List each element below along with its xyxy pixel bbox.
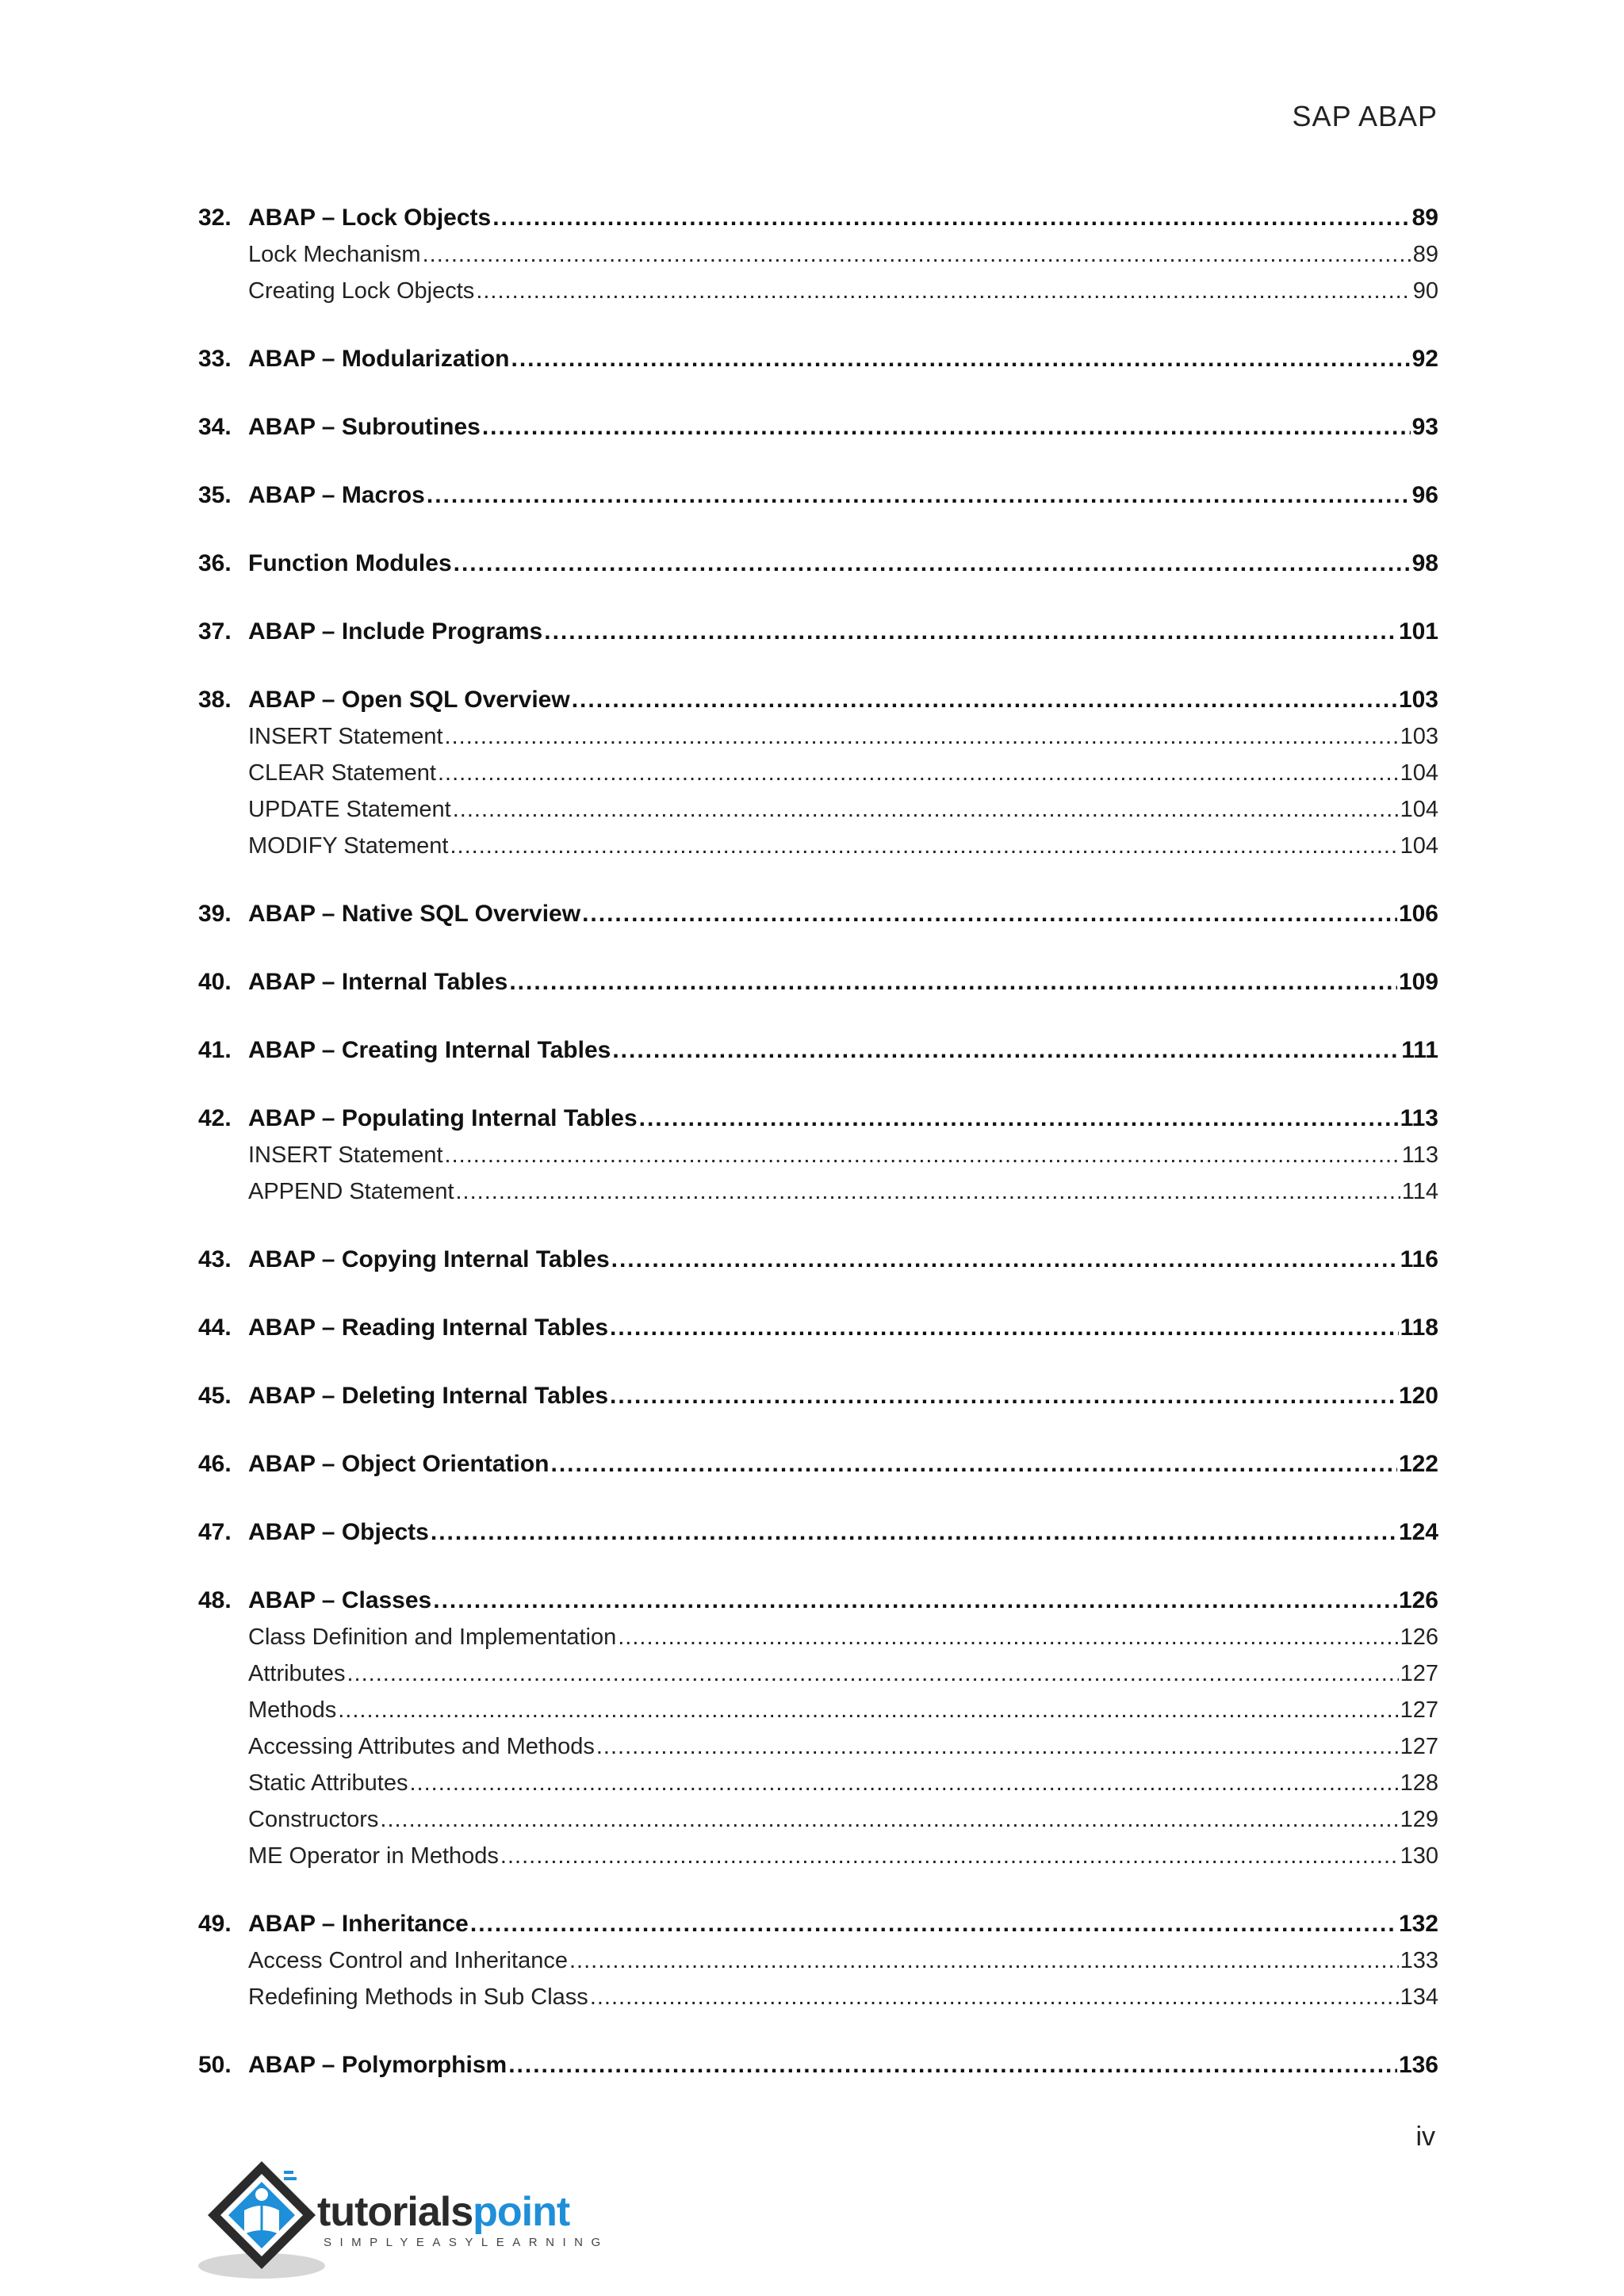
toc-chapter	[198, 2047, 1438, 2084]
toc-entry[interactable]	[198, 409, 1438, 446]
toc-subentry-page: 127	[1400, 1734, 1438, 1759]
toc-entry-title: ABAP – Open SQL Overview	[248, 687, 570, 713]
toc-entry-number: 46.	[198, 1451, 232, 1477]
toc-subentry[interactable]	[198, 755, 1438, 791]
toc-chapter	[198, 341, 1438, 377]
toc-entry[interactable]	[198, 1100, 1438, 1137]
toc-subentry-page: 128	[1400, 1770, 1438, 1796]
toc-subentry-page: 90	[1412, 278, 1438, 304]
toc-subentry[interactable]	[198, 1137, 1438, 1173]
toc-entry-page: 101	[1398, 618, 1438, 645]
toc-entry[interactable]	[198, 477, 1438, 514]
toc-chapter	[198, 1582, 1438, 1874]
toc-subentry-page: 104	[1400, 760, 1438, 786]
toc-entry[interactable]	[198, 1378, 1438, 1414]
toc-entry-page: 120	[1398, 1383, 1438, 1409]
toc-entry-number: 39.	[198, 901, 232, 927]
toc-subentry-page: 126	[1400, 1624, 1438, 1650]
toc-subentry-title: INSERT Statement	[248, 724, 443, 749]
toc-chapter	[198, 545, 1438, 582]
toc-subentry-title: MODIFY Statement	[248, 833, 449, 859]
toc-leader-dots	[511, 341, 1410, 377]
toc-entry-title: ABAP – Deleting Internal Tables	[248, 1383, 608, 1409]
toc-entry-number: 47.	[198, 1519, 232, 1545]
toc-leader-dots	[456, 1173, 1400, 1210]
toc-entry-page: 111	[1401, 1037, 1438, 1063]
toc-subentry[interactable]	[198, 1765, 1438, 1801]
toc-leader-dots	[551, 1446, 1397, 1483]
toc-entry-number: 41.	[198, 1037, 232, 1063]
logo-wordmark-dark: tutorials	[317, 2189, 473, 2235]
toc-subentry[interactable]	[198, 1173, 1438, 1210]
toc-entry-title: ABAP – Populating Internal Tables	[248, 1105, 638, 1131]
toc-leader-dots	[423, 236, 1411, 273]
toc-chapter	[198, 964, 1438, 1001]
toc-subentry[interactable]	[198, 718, 1438, 755]
toc-subentry-page: 104	[1400, 833, 1438, 859]
toc-entry[interactable]	[198, 614, 1438, 650]
toc-leader-dots	[380, 1801, 1398, 1838]
toc-subentry-title: Attributes	[248, 1661, 346, 1686]
toc-leader-dots	[509, 964, 1397, 1001]
toc-leader-dots	[338, 1692, 1398, 1728]
toc-subentry-title: Class Definition and Implementation	[248, 1624, 617, 1650]
toc-leader-dots	[492, 200, 1410, 236]
toc-subentry-page: 134	[1400, 1984, 1438, 2010]
toc-entry[interactable]	[198, 1032, 1438, 1069]
toc-subentry-page: 113	[1401, 1142, 1438, 1168]
toc-entry-page: 98	[1411, 550, 1438, 576]
toc-entry-title: ABAP – Native SQL Overview	[248, 901, 581, 927]
toc-leader-dots	[639, 1100, 1399, 1137]
toc-subentry-title: Static Attributes	[248, 1770, 408, 1796]
toc-subentry[interactable]	[198, 273, 1438, 309]
toc-entry-number: 42.	[198, 1105, 232, 1131]
toc-entry[interactable]	[198, 896, 1438, 932]
toc-entry[interactable]	[198, 1446, 1438, 1483]
toc-leader-dots	[590, 1979, 1399, 2015]
toc-entry-title: ABAP – Inheritance	[248, 1911, 469, 1937]
toc-entry-number: 44.	[198, 1314, 232, 1341]
toc-entry-title: ABAP – Macros	[248, 482, 425, 508]
toc-entry-page: 92	[1411, 346, 1438, 372]
toc-entry-number: 37.	[198, 618, 232, 645]
toc-subentry-title: UPDATE Statement	[248, 797, 451, 822]
toc-entry-number: 45.	[198, 1383, 232, 1409]
toc-leader-dots	[410, 1765, 1399, 1801]
logo-wordmark-blue: point	[473, 2189, 570, 2235]
toc-entry-page: 109	[1398, 969, 1438, 995]
toc-chapter	[198, 1378, 1438, 1414]
tutorialspoint-logo	[197, 2155, 641, 2282]
toc-subentry-title: APPEND Statement	[248, 1179, 454, 1204]
toc-chapter	[198, 1242, 1438, 1278]
toc-chapter	[198, 1310, 1438, 1346]
toc-entry-page: 103	[1398, 687, 1438, 713]
toc-entry-title: ABAP – Internal Tables	[248, 969, 508, 995]
toc-entry-page: 96	[1411, 482, 1438, 508]
toc-leader-dots	[582, 896, 1397, 932]
toc-subentry-page: 114	[1401, 1179, 1438, 1204]
toc-leader-dots	[612, 1032, 1400, 1069]
toc-leader-dots	[610, 1378, 1397, 1414]
toc-entry[interactable]	[198, 200, 1438, 236]
toc-leader-dots	[482, 409, 1411, 446]
toc-entry[interactable]	[198, 964, 1438, 1001]
toc-subentry-title: ME Operator in Methods	[248, 1843, 499, 1869]
toc-chapter	[198, 1514, 1438, 1551]
toc-subentry-title: Accessing Attributes and Methods	[248, 1734, 595, 1759]
logo-wordmark	[317, 2188, 569, 2236]
toc-entry[interactable]	[198, 1582, 1438, 1619]
toc-entry-page: 89	[1411, 205, 1438, 231]
toc-leader-dots	[438, 755, 1399, 791]
toc-chapter	[198, 1906, 1438, 2015]
toc-entry-page: 106	[1398, 901, 1438, 927]
toc-chapter	[198, 200, 1438, 309]
toc-entry-number: 40.	[198, 969, 232, 995]
toc-subentry-title: Creating Lock Objects	[248, 278, 475, 304]
toc-leader-dots	[611, 1242, 1399, 1278]
toc-entry-page: 136	[1398, 2052, 1438, 2078]
toc-leader-dots	[508, 2047, 1397, 2084]
toc-entry-number: 38.	[198, 687, 232, 713]
toc-entry-title: ABAP – Creating Internal Tables	[248, 1037, 611, 1063]
toc-entry-title: ABAP – Classes	[248, 1587, 432, 1613]
toc-entry-number: 36.	[198, 550, 232, 576]
toc-entry-number: 48.	[198, 1587, 232, 1613]
toc-entry-title: ABAP – Objects	[248, 1519, 429, 1545]
toc-entry-title: Function Modules	[248, 550, 452, 576]
page-number: iv	[1415, 2122, 1435, 2152]
toc-entry-page: 116	[1400, 1246, 1438, 1272]
toc-leader-dots	[569, 1942, 1399, 1979]
toc-entry-page: 118	[1400, 1314, 1438, 1341]
toc-leader-dots	[431, 1514, 1397, 1551]
toc-subentry-title: Methods	[248, 1697, 337, 1723]
toc-subentry-title: Constructors	[248, 1807, 379, 1832]
toc-subentry-page: 130	[1400, 1843, 1438, 1869]
toc-entry-page: 126	[1398, 1587, 1438, 1613]
toc-leader-dots	[500, 1838, 1399, 1874]
toc-subentry-title: INSERT Statement	[248, 1142, 443, 1168]
toc-entry[interactable]	[198, 545, 1438, 582]
toc-entry-title: ABAP – Polymorphism	[248, 2052, 508, 2078]
toc-subentry-title: Redefining Methods in Sub Class	[248, 1984, 588, 2010]
toc-entry[interactable]	[198, 341, 1438, 377]
toc-entry-page: 93	[1411, 414, 1438, 440]
toc-subentry[interactable]	[198, 236, 1438, 273]
toc-subentry[interactable]	[198, 1619, 1438, 1655]
toc-leader-dots	[453, 791, 1399, 828]
toc-entry-title: ABAP – Include Programs	[248, 618, 543, 645]
toc-subentry[interactable]	[198, 1979, 1438, 2015]
toc-leader-dots	[454, 545, 1411, 582]
toc-leader-dots	[618, 1619, 1398, 1655]
toc-entry-number: 34.	[198, 414, 232, 440]
toc-chapter	[198, 614, 1438, 650]
toc-subentry-page: 104	[1400, 797, 1438, 822]
toc-subentry-page: 103	[1400, 724, 1438, 749]
toc-chapter	[198, 1446, 1438, 1483]
toc-subentry[interactable]	[198, 1838, 1438, 1874]
toc-subentry-title: Lock Mechanism	[248, 242, 421, 267]
toc-chapter	[198, 409, 1438, 446]
toc-subentry[interactable]	[198, 1942, 1438, 1979]
toc-subentry-page: 127	[1400, 1697, 1438, 1723]
toc-leader-dots	[433, 1582, 1397, 1619]
toc-entry-title: ABAP – Lock Objects	[248, 205, 492, 231]
toc-leader-dots	[445, 718, 1399, 755]
table-of-contents	[198, 200, 1438, 2115]
toc-entry[interactable]	[198, 682, 1438, 718]
toc-entry[interactable]	[198, 1906, 1438, 1942]
running-header: SAP ABAP	[1292, 100, 1438, 132]
toc-entry-title: ABAP – Object Orientation	[248, 1451, 550, 1477]
toc-entry-number: 49.	[198, 1911, 232, 1937]
toc-chapter	[198, 477, 1438, 514]
toc-entry[interactable]	[198, 1310, 1438, 1346]
toc-entry[interactable]	[198, 1514, 1438, 1551]
toc-subentry-page: 127	[1400, 1661, 1438, 1686]
toc-chapter	[198, 896, 1438, 932]
toc-chapter	[198, 682, 1438, 864]
toc-leader-dots	[445, 1137, 1400, 1173]
toc-subentry-page: 133	[1400, 1948, 1438, 1973]
toc-subentry-page: 89	[1412, 242, 1438, 267]
toc-chapter	[198, 1032, 1438, 1069]
toc-entry-title: ABAP – Reading Internal Tables	[248, 1314, 608, 1341]
toc-leader-dots	[476, 273, 1411, 309]
toc-chapter	[198, 1100, 1438, 1210]
toc-subentry[interactable]	[198, 828, 1438, 864]
toc-entry-number: 35.	[198, 482, 232, 508]
toc-entry-page: 113	[1400, 1105, 1438, 1131]
toc-subentry-title: Access Control and Inheritance	[248, 1948, 568, 1973]
toc-leader-dots	[347, 1655, 1399, 1692]
toc-entry-title: ABAP – Copying Internal Tables	[248, 1246, 610, 1272]
toc-subentry[interactable]	[198, 1655, 1438, 1692]
toc-leader-dots	[596, 1728, 1399, 1765]
toc-subentry[interactable]	[198, 1728, 1438, 1765]
toc-leader-dots	[610, 1310, 1399, 1346]
toc-leader-dots	[427, 477, 1411, 514]
toc-subentry-page: 129	[1400, 1807, 1438, 1832]
toc-entry-number: 33.	[198, 346, 232, 372]
toc-leader-dots	[544, 614, 1397, 650]
toc-entry[interactable]	[198, 2047, 1438, 2084]
toc-entry-title: ABAP – Modularization	[248, 346, 510, 372]
toc-entry-page: 132	[1398, 1911, 1438, 1937]
toc-entry-title: ABAP – Subroutines	[248, 414, 481, 440]
toc-subentry-title: CLEAR Statement	[248, 760, 436, 786]
toc-entry[interactable]	[198, 1242, 1438, 1278]
toc-subentry[interactable]	[198, 1801, 1438, 1838]
toc-leader-dots	[572, 682, 1397, 718]
toc-entry-page: 122	[1398, 1451, 1438, 1477]
toc-leader-dots	[450, 828, 1399, 864]
toc-entry-number: 43.	[198, 1246, 232, 1272]
logo-tagline: SIMPLYEASYLEARNING	[324, 2236, 609, 2249]
toc-entry-number: 50.	[198, 2052, 232, 2078]
toc-entry-page: 124	[1398, 1519, 1438, 1545]
toc-leader-dots	[470, 1906, 1397, 1942]
toc-entry-number: 32.	[198, 205, 232, 231]
toc-subentry[interactable]	[198, 1692, 1438, 1728]
logo-emblem-icon	[197, 2155, 331, 2282]
toc-subentry[interactable]	[198, 791, 1438, 828]
